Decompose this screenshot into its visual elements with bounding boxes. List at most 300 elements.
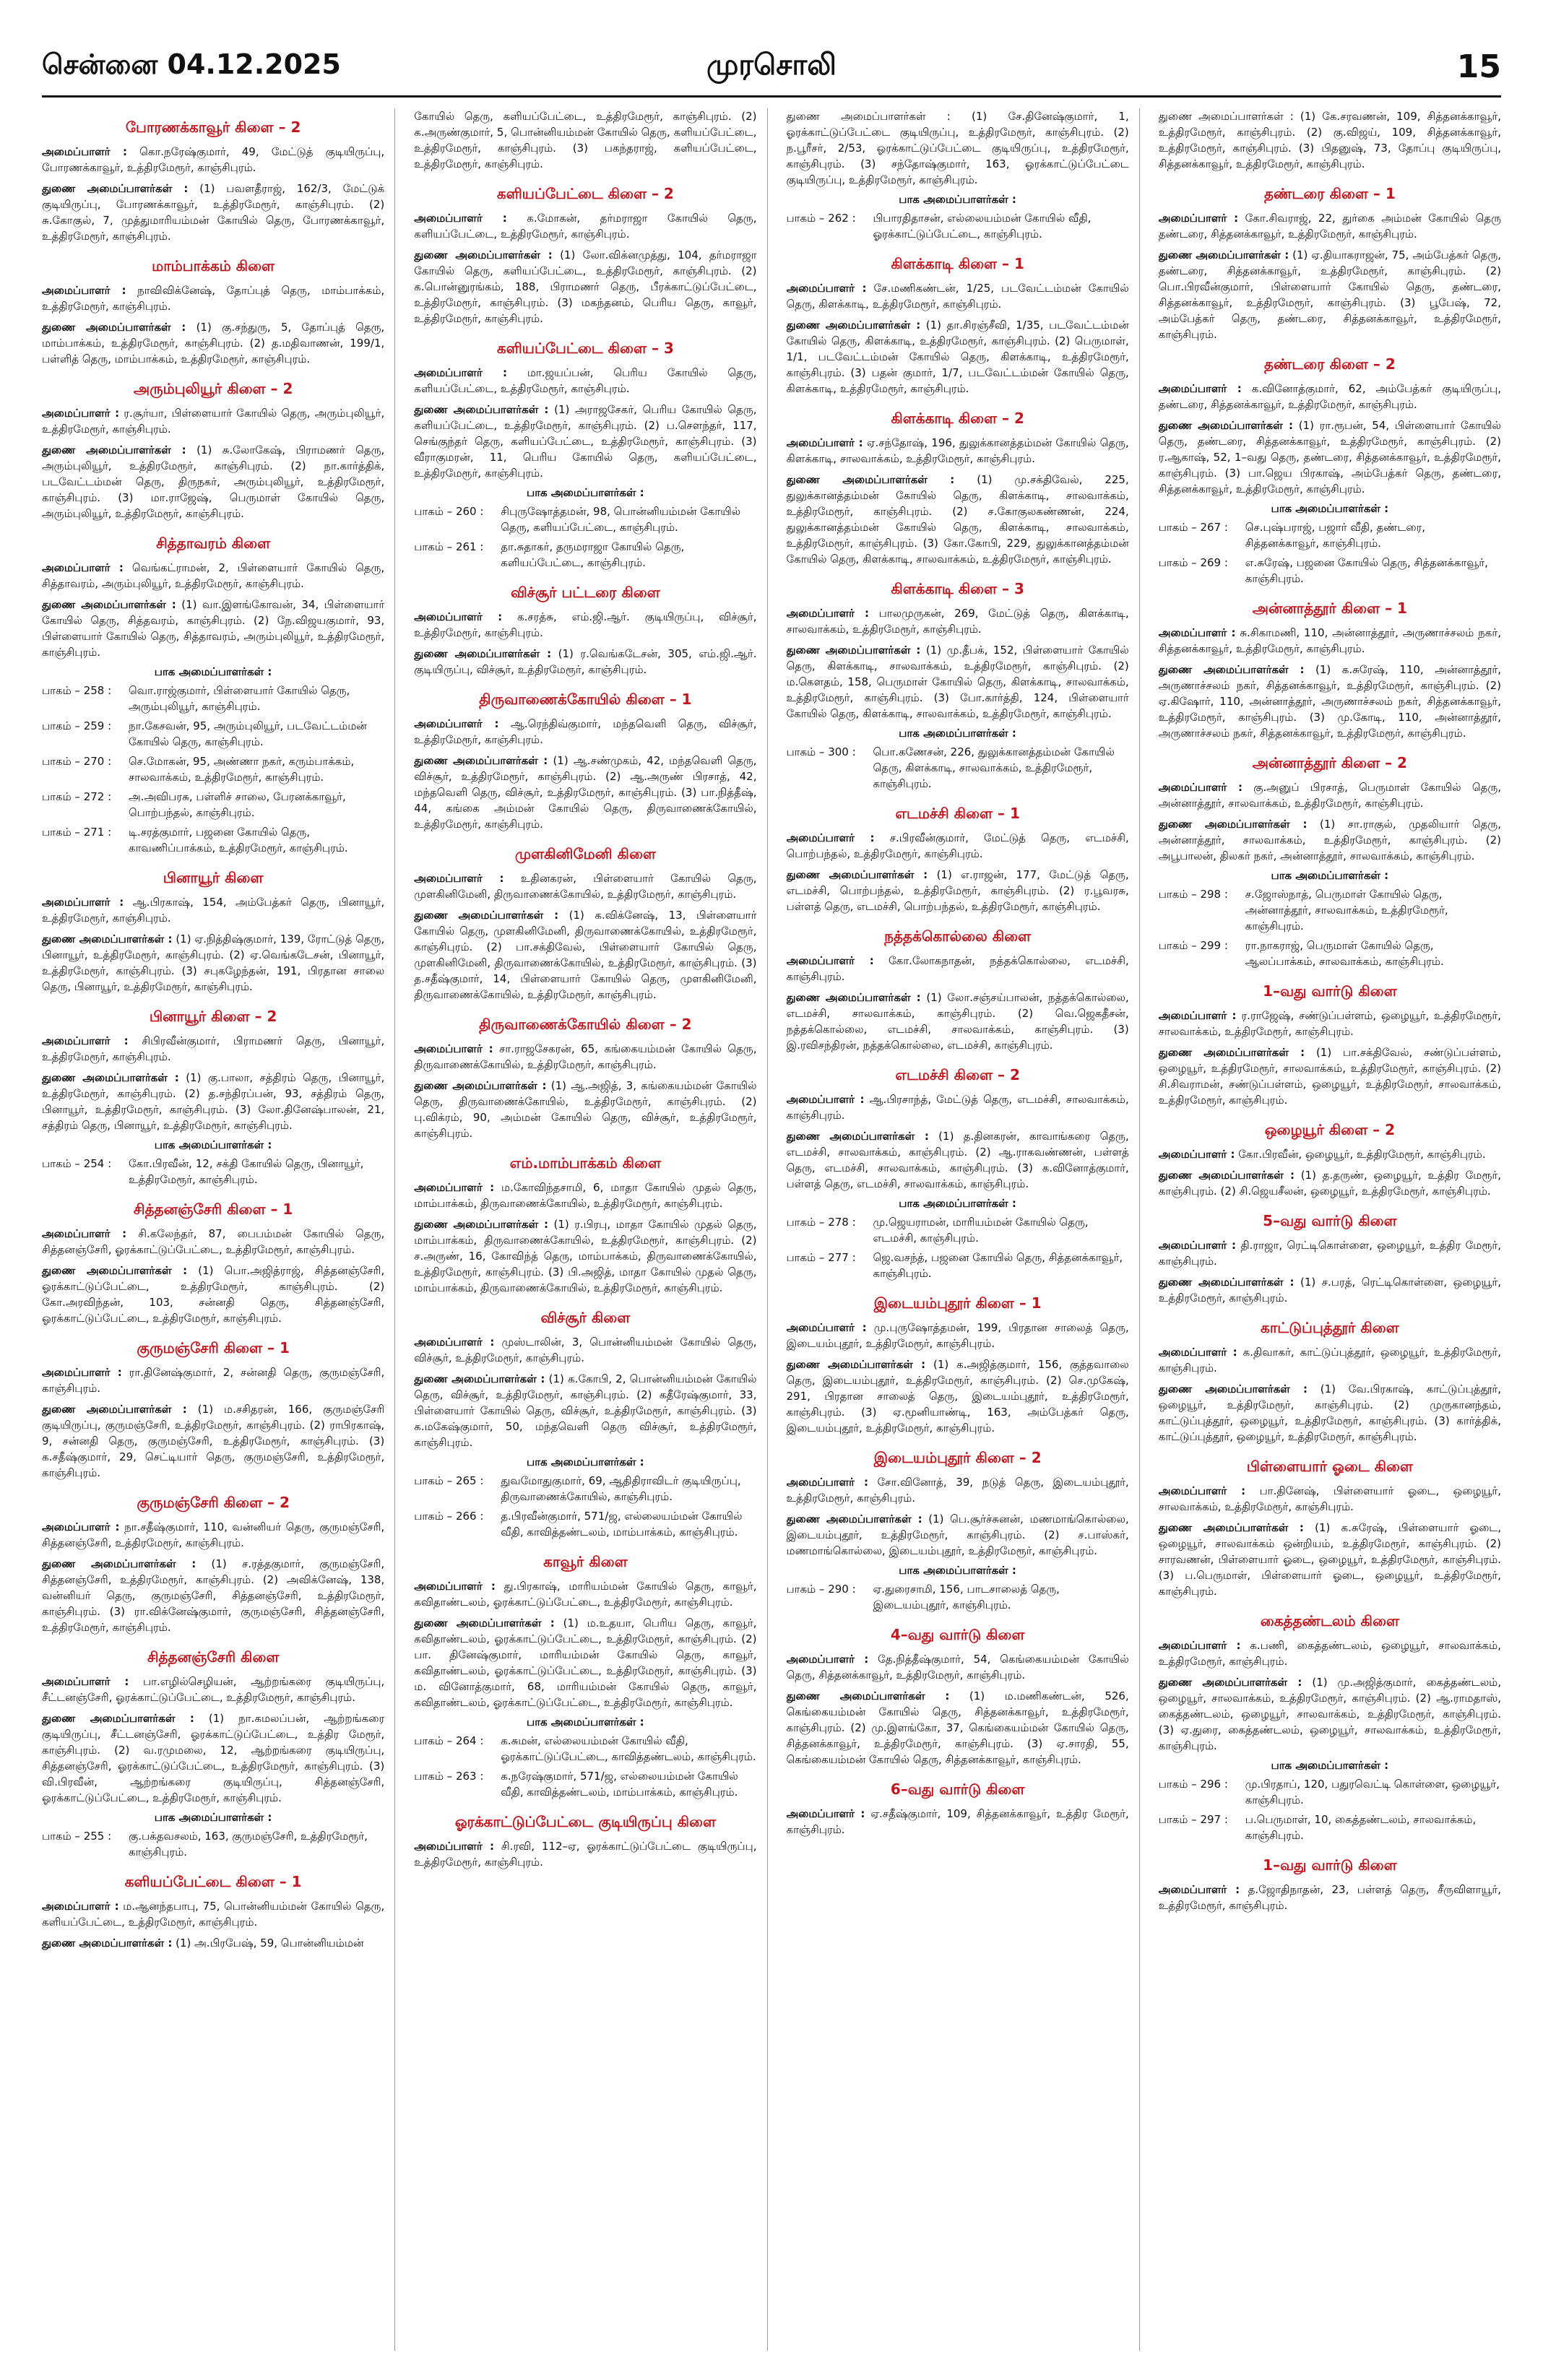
deputy-text: (1) எ.ராஜன், 177, மேட்டுத் தெரு, எடமச்சி, பொற்பந்தல், உத்திரமேரூர், காஞ்சிபுரம். (2) ர.பூவரசு, பள்ளத் தெரு, எடமச்சி, பொற்பந்தல், உத்திரமேரூர், காஞ்சிபுரம்.	[786, 868, 1129, 913]
organizer-label: அமைப்பாளர் :	[42, 284, 126, 297]
organizer-text: ம.கோவிந்தசாமி, 6, மாதா கோயில் முதல் தெரு, மாம்பாக்கம், திருவாணைக்கோயில், உத்திரமேரூர், காஞ்சிபுரம்.	[414, 1181, 757, 1210]
organizer-label: அமைப்பாளர் :	[414, 1042, 493, 1055]
branch-section	[787, 805, 1129, 914]
organizer-entry	[414, 1334, 756, 1366]
deputy-entry	[1159, 1381, 1501, 1445]
booth-entry	[414, 503, 756, 535]
organizer-text: கொ.நரேஷ்குமார், 49, மேட்டுத் குடியிருப்பு, போரணக்காவூர், உத்திரமேரூர், காஞ்சிபுரம்.	[42, 145, 385, 174]
booth-organizers-heading: பாக அமைப்பாளர்கள் :	[154, 665, 272, 678]
organizer-label: அமைப்பாளர் :	[42, 561, 124, 574]
organizer-text: ஏ.சந்தோஷ், 196, துலுக்கானத்தம்மன் கோயில் தெரு, கிளக்காடி, சாலவாக்கம், உத்திரமேரூர், காஞ்சிபுரம்.	[786, 436, 1129, 465]
deputy-label: துணை அமைப்பாளர்கள் :	[786, 868, 928, 881]
organizer-entry	[787, 953, 1129, 985]
booth-number: பாகம் – 258 :	[42, 684, 112, 697]
deputy-entry	[414, 753, 756, 832]
deputy-entry	[42, 1935, 384, 1951]
deputy-text: (1) த.தருண், ஒழையூர், உத்திர மேரூர், காஞ்சிபுரம். (2) சி.ஜெயசீலன், ஒழையூர், உத்திரமேரூர், காஞ்சிபுரம்.	[1158, 1169, 1501, 1198]
booth-entry	[787, 210, 1129, 242]
organizer-entry	[42, 144, 384, 176]
branch-title: அரும்புலியூர் கிளை – 2	[133, 380, 293, 397]
deputy-label: துணை அமைப்பாளர்கள் :	[414, 1617, 555, 1630]
booth-entry	[1159, 938, 1501, 969]
organizer-label: அமைப்பாளர் :	[414, 1580, 496, 1593]
deputy-label: துணை அமைப்பாளர்கள் :	[786, 1358, 926, 1371]
booth-text: செ.புஷ்பராஜ், பஜார் வீதி, தண்டரை, சித்தனக்காவூர், காஞ்சிபுரம்.	[1245, 521, 1426, 550]
deputy-label: துணை அமைப்பாளர்கள் :	[1158, 663, 1305, 676]
branch-title: ஒழையூர் கிளை – 2	[1264, 1121, 1395, 1138]
deputy-label: துணை அமைப்பாளர்கள் :	[414, 403, 549, 416]
organizer-text: சிபிரவீன்குமார், பிராமணர் தெரு, பினாயூர், உத்திரமேரூர், காஞ்சிபுரம்.	[42, 1034, 385, 1063]
deputy-entry	[414, 1371, 756, 1450]
booth-number: பாகம் – 263 :	[414, 1770, 484, 1783]
booth-number: பாகம் – 296 :	[1158, 1778, 1228, 1791]
booth-entry	[1159, 555, 1501, 587]
branch-title: குருமஞ்சேரி கிளை – 1	[137, 1339, 290, 1356]
organizer-text: நாவிவிக்னேஷ், தோப்புத் தெரு, மாம்பாக்கம், உத்திரமேரூர், காஞ்சிபுரம்.	[42, 284, 385, 313]
organizer-entry	[1159, 1483, 1501, 1515]
deputy-entry	[1159, 662, 1501, 741]
organizer-entry	[1159, 779, 1501, 811]
branch-title: சித்தனஞ்சேரி கிளை – 1	[133, 1200, 293, 1218]
branch-section	[1159, 1612, 1501, 1843]
organizer-text: ர.சூர்யா, பிள்ளையார் கோயில் தெரு, அரும்புலியூர், உத்திரமேரூர், காஞ்சிபுரம்.	[42, 407, 385, 436]
branch-title: 5–வது வார்டு கிளை	[1263, 1212, 1397, 1229]
booth-text: க.நரேஷ்குமார், 571/ஜ, எல்லையம்மன் கோயில் வீதி, காவித்தண்டலம், மாம்பாக்கம், காஞ்சிபுரம்.	[501, 1770, 738, 1799]
deputy-text: (1) லோ.விக்னமுத்து, 104, தர்மராஜா கோயில் தெரு, களியப்பேட்டை, உத்திரமேரூர், காஞ்சிபுரம். (2) க.பொன்னுரங்கம், 188, பிராமணர் தெரு, பீரக்காட்டுப்பேட்டை, உத்திரமேரூர், காஞ்சிபுரம். (3) மகந்தனம், பெரிய தெரு, காவூர், உத்திரமேரூர், காஞ்சிபுரம்.	[414, 248, 757, 325]
branch-title: 1–வது வார்டு கிளை	[1263, 982, 1397, 1000]
deputy-entry	[42, 1263, 384, 1326]
column-4	[1159, 108, 1501, 2351]
deputy-entry	[414, 646, 756, 678]
branch-section	[414, 1553, 756, 1800]
organizer-entry	[787, 1320, 1129, 1351]
deputy-text: (1) வா.இளங்கோவன், 34, பிள்ளையார் கோயில் தெரு, சித்தவரம், காஞ்சிபுரம். (2) நே.விஜயகுமார், 93, பிள்ளையார் கோயில் தெரு, சித்தாவரம், அரும்புலியூர், உத்திரமேரூர், காஞ்சிபுரம்.	[42, 598, 385, 659]
deputy-text: (1) த.தினகரன், காவாங்கரை தெரு, எடமச்சி, சாலவாக்கம், காஞ்சிபுரம். (2) ஆ.ராகவண்ணன், பள்ளத் தெரு, எடமச்சி, சாலவாக்கம், காஞ்சிபுரம். (3) க.வினோத்குமார், பள்ளத் தெரு, எடமச்சி, சாலவாக்கம், காஞ்சிபுரம்.	[786, 1130, 1129, 1190]
deputy-entry	[1159, 1274, 1501, 1306]
organizer-entry	[787, 435, 1129, 467]
organizer-label: அமைப்பாளர் :	[42, 1900, 119, 1913]
masthead-date: சென்னை 04.12.2025	[42, 48, 341, 80]
booth-entry	[1159, 1776, 1501, 1808]
organizer-text: த.ஜோதிநாதன், 23, பள்ளத் தெரு, சீருவிளாயூர், உத்திரமேரூர், காஞ்சிபுரம்.	[1158, 1883, 1501, 1912]
organizer-entry	[787, 1474, 1129, 1506]
branch-section	[42, 1008, 384, 1187]
organizer-label: அமைப்பாளர் :	[42, 145, 128, 158]
deputy-text: (1) கு.பாலா, சத்திரம் தெரு, பினாயூர், உத்திரமேரூர், காஞ்சிபுரம். (2) த.சந்திரப்பன், 93, சத்திரம் தெரு, பினாயூர், உத்திரமேரூர், காஞ்சிபுரம். (3) லோ.தினேஷ்பாலன், 21, சத்திரம் தெரு, பினாயூர், உத்திரமேரூர், காஞ்சிபுரம்.	[42, 1071, 385, 1132]
branch-title: பினாயூர் கிளை – 2	[149, 1008, 277, 1025]
deputy-entry	[42, 442, 384, 522]
branch-section	[42, 118, 384, 244]
deputy-entry	[42, 1401, 384, 1481]
organizer-label: அமைப்பாளர் :	[1158, 626, 1236, 639]
booth-organizers-heading: பாக அமைப்பாளர்கள் :	[154, 1811, 272, 1824]
organizer-entry	[414, 1180, 756, 1211]
booth-organizers-heading: பாக அமைப்பாளர்கள் :	[527, 486, 644, 499]
booth-text: கோ.பிரவீன், 12, சக்தி கோயில் தெரு, பினாயூர், உத்திரமேரூர், காஞ்சிபுரம்.	[129, 1157, 364, 1186]
booth-text: டி.சரத்குமார், பஜனை கோயில் தெரு, காவணிப்பாக்கம், உத்திரமேரூர், காஞ்சிபுரம்.	[129, 826, 348, 854]
deputy-label: துணை அமைப்பாளர்கள் :	[42, 1712, 194, 1725]
deputy-entry	[414, 402, 756, 481]
organizer-label: அமைப்பாளர் :	[1158, 382, 1242, 395]
deputy-text: (1) ஆ.அஜித், 3, கங்கையம்மன் கோயில் தெரு, திருவாணைக்கோயில், உத்திரமேரூர், காஞ்சிபுரம். (2) பு.விக்ரம், 90, அம்மன் கோயில் தெரு, விச்சூர், உத்திரமேரூர், காஞ்சிபுரம்.	[414, 1079, 757, 1140]
booth-text: நா.கேசவன், 95, அரும்புலியூர், படவேட்டம்மன் கோயில் தெரு, காஞ்சிபுரம்.	[129, 719, 367, 748]
booth-text: அ.அவிபரசு, பள்ளிச் சாலை, பேரனக்காவூர், பொற்பந்தல், காஞ்சிபுரம்.	[129, 790, 346, 819]
booth-text: த.பிரவீன்குமார், 571/ஜ, எல்லையம்மன் கோயில் வீதி, காவித்தண்டலம், மாம்பாக்கம், காஞ்சிபுரம்.	[501, 1510, 743, 1539]
booth-text: க.சுமன், எல்லையம்மன் கோயில் வீதி, ஓரக்காட்டுப்பேட்டை, காவித்தண்டலம், காஞ்சிபுரம்.	[501, 1734, 756, 1763]
masthead	[42, 45, 1501, 88]
booth-entry	[414, 1733, 756, 1765]
organizer-label: அமைப்பாளர் :	[42, 1520, 120, 1533]
booth-number: பாகம் – 265 :	[414, 1474, 484, 1487]
deputy-text: (1) பவளதீராஜ், 162/3, மேட்டுக் குடியிருப்பு, போரணக்காவூர், உத்திரமேரூர், காஞ்சிபுரம். (2) சு.கோகுல், 7, முத்துமாரியம்மன் கோயில் தெரு, போரணக்காவூர், உத்திரமேரூர், காஞ்சிபுரம்.	[42, 182, 385, 243]
organizer-text: ர.ராஜேஷ், சண்டுப்பள்ளம், ஒழையூர், உத்திரமேரூர், சாலவாக்கம், உத்திரமேரூர், காஞ்சிபுரம்.	[1158, 1009, 1501, 1038]
booth-text: மு.ஜெயராமன், மாரியம்மன் கோயில் தெரு, எடமச்சி, காஞ்சிபுரம்.	[873, 1216, 1089, 1245]
deputy-entry	[1159, 1044, 1501, 1108]
deputy-entry	[787, 1356, 1129, 1436]
organizer-text: க.பணி, கைத்தண்டலம், ஒழையூர், சாலவாக்கம், உத்திரமேரூர், காஞ்சிபுரம்.	[1158, 1639, 1501, 1668]
branch-title: போரணக்காவூர் கிளை – 2	[125, 118, 301, 136]
deputy-text: (1) ம.மணிகண்டன், 526, கெங்கையம்மன் கோயில் தெரு, சித்தனக்காவூர், உத்திரமேரூர், காஞ்சிபுரம். (2) மு.இளங்கோ, 37, கெங்கையம்மன் கோயில் தெரு, சித்தனக்காவூர், உத்திரமேரூர், காஞ்சிபுரம். (3) ஏ.சாரதி, 55, கெங்கையம்மன் கோயில் தெரு, சித்தனக்காவூர், காஞ்சிபுரம்.	[786, 1689, 1129, 1766]
organizer-text: க.மோகன், தர்மராஜா கோயில் தெரு, களியப்பேட்டை, உத்திரமேரூர், காஞ்சிபுரம்.	[414, 212, 757, 241]
booth-number: பாகம் – 266 :	[414, 1510, 484, 1523]
deputy-entry	[42, 181, 384, 244]
deputy-label: துணை அமைப்பாளர்கள் :	[1158, 1382, 1308, 1395]
organizer-label: அமைப்பாளர் :	[1158, 1148, 1235, 1161]
organizer-entry	[414, 1041, 756, 1073]
booth-entry	[1159, 1812, 1501, 1843]
deputy-entry	[414, 1615, 756, 1710]
branch-section	[1159, 185, 1501, 342]
branch-title: குருமஞ்சேரி கிளை – 2	[137, 1494, 290, 1511]
booth-organizers-heading: பாக அமைப்பாளர்கள் :	[1271, 1759, 1389, 1772]
organizer-text: கோ.பிரவீன், ஒழையூர், உத்திரமேரூர், காஞ்சிபுரம்.	[1238, 1148, 1486, 1161]
organizer-text: ஆ.ரெந்திவ்குமார், மந்தவெளி தெரு, விச்சூர், உத்திரமேரூர், காஞ்சிபுரம்.	[414, 717, 757, 746]
deputy-label: துணை அமைப்பாளர்கள் :	[414, 909, 559, 922]
deputy-label: துணை அமைப்பாளர்கள் :	[42, 1937, 173, 1950]
organizer-label: அமைப்பாளர் :	[786, 436, 863, 449]
deputy-entry	[1159, 417, 1501, 497]
deputy-entry	[42, 319, 384, 367]
organizer-label: அமைப்பாளர் :	[786, 1093, 865, 1106]
branch-section	[1159, 754, 1501, 969]
branch-title: மாம்பாக்கம் கிளை	[152, 257, 275, 274]
organizer-text: ஏ.சதீஷ்குமார், 109, சித்தனக்காவூர், உத்திர மேரூர், காஞ்சிபுரம்.	[786, 1807, 1129, 1836]
branch-title: காவூர் கிளை	[543, 1553, 628, 1570]
organizer-text: சி.ரவி, 112–ஏ, ஓரக்காட்டுப்பேட்டை குடியிருப்பு, உத்திரமேரூர், காஞ்சிபுரம்.	[414, 1840, 757, 1869]
branch-section	[787, 1066, 1129, 1281]
booth-number: பாகம் – 260 :	[414, 505, 484, 518]
booth-number: பாகம் – 262 :	[786, 212, 856, 225]
organizer-label: அமைப்பாளர் :	[414, 872, 504, 885]
deputy-text: (1) அ.பிரபேஷ், 59, பொன்னியம்மன்	[176, 1937, 364, 1950]
column-2	[414, 108, 767, 2351]
deputy-entry	[1159, 816, 1501, 864]
deputy-label: துணை அமைப்பாளர்கள் :	[42, 1264, 188, 1277]
branch-section	[1159, 600, 1501, 741]
deputy-text: (1) ம.உதயா, பெரிய தெரு, காவூர், கவிதாண்டலம், ஓரக்காட்டுப்பேட்டை, உத்திரமேரூர், காஞ்சிபுரம். (2) பா. தினேஷ்குமார், மாரியம்மன் கோயில் தெரு, காவூர், கவிதாண்டலம், ஓரக்காட்டுப்பேட்டை, உத்திரமேரூர், காஞ்சிபுரம். (3) ம. வினோத்குமார், 68, மாரியம்மன் கோயில் தெரு, காவூர், கவிதாண்டலம், ஓரக்காட்டுப்பேட்டை, உத்திரமேரூர், காஞ்சிபுரம்.	[414, 1617, 757, 1709]
deputy-text: (1) கு.சந்துரு, 5, தோப்புத் தெரு, மாம்பாக்கம், உத்திரமேரூர், காஞ்சிபுரம். (2) த.மதிவாணன், 199/1, பள்ளித் தெரு, மாம்பாக்கம், உத்திரமேரூர், காஞ்சிபுரம்.	[42, 321, 385, 365]
booth-number: பாகம் – 300 :	[786, 745, 856, 758]
deputy-label: துணை அமைப்பாளர்கள் :	[1158, 1521, 1304, 1534]
branch-title: இடையம்புதூர் கிளை – 2	[873, 1449, 1042, 1466]
organizer-entry	[1159, 1237, 1501, 1269]
branch-section	[42, 1873, 384, 1951]
organizer-entry	[1159, 1882, 1501, 1913]
branch-title: திருவாணைக்கோயில் கிளை – 1	[479, 691, 692, 708]
branch-section	[787, 1780, 1129, 1838]
deputy-label: துணை அமைப்பாளர்கள் :	[1158, 818, 1308, 831]
branch-section	[414, 1154, 756, 1296]
deputy-entry	[414, 1216, 756, 1296]
booth-text: செ.மோகன், 95, அண்ணா நகர், கரும்பாக்கம், சாலவாக்கம், உத்திரமேரூர், காஞ்சிபுரம்.	[129, 755, 355, 784]
branch-section	[1159, 1458, 1501, 1599]
organizer-label: அமைப்பாளர் :	[786, 831, 875, 844]
booth-organizers-heading: பாக அமைப்பாளர்கள் :	[154, 1138, 272, 1151]
booth-number: பாகம் – 269 :	[1158, 556, 1228, 569]
organizer-text: வெங்கட்ராமன், 2, பிள்ளையார் கோயில் தெரு, சித்தாவரம், அரும்புலியூர், உத்திரமேரூர், காஞ்சிபுரம்.	[42, 561, 385, 590]
organizer-entry	[42, 1033, 384, 1065]
booth-text: மு.பிரதாப், 120, பதுரவெட்டி கொள்ளை, ஒழையூர், காஞ்சிபுரம்.	[1245, 1778, 1500, 1806]
organizer-entry	[1159, 1637, 1501, 1669]
deputy-label: துணை அமைப்பாளர்கள் :	[414, 1218, 549, 1231]
deputy-label: துணை அமைப்பாளர்கள் :	[786, 319, 921, 332]
deputy-entry	[1159, 247, 1501, 342]
booth-entry	[1159, 519, 1501, 551]
organizer-entry	[42, 1519, 384, 1551]
organizer-label: அமைப்பாளர் :	[42, 1675, 129, 1688]
booth-number: பாகம் – 270 :	[42, 755, 112, 768]
organizer-text: தே.நித்தீஷ்குமார், 54, கெங்கையம்மன் கோயில் தெரு, சித்தனக்காவூர், உத்திரமேரூர், காஞ்சிபுரம்.	[786, 1653, 1129, 1682]
booth-entry	[414, 539, 756, 571]
deputy-text: (1) க.அஜித்குமார், 156, குத்தவாலை தெரு, இடையம்புதூர், உத்திரமேரூர், காஞ்சிபுரம். (2) செ.முகேஷ், 291, பிரதான சாலைத் தெரு, இடையம்புதூர், உத்திரமேரூர், காஞ்சிபுரம். (3) ஏ.மூனியாண்டி, 163, அம்பேத்கர் தெரு, இடையம்புதூர், உத்திரமேரூர், காஞ்சிபுரம்.	[786, 1358, 1129, 1435]
branch-section	[414, 691, 756, 832]
organizer-entry	[42, 1364, 384, 1396]
organizer-label: அமைப்பாளர் :	[786, 282, 867, 295]
deputy-label: துணை அமைப்பாளர்கள் :	[1158, 1676, 1302, 1689]
booth-text: ஏ.துரைசாமி, 156, பாடசாலைத் தெரு, இடையம்புதூர், காஞ்சிபுரம்.	[873, 1583, 1060, 1611]
deputy-label: துணை அமைப்பாளர்கள் :	[414, 647, 552, 660]
branch-section	[414, 1016, 756, 1141]
organizer-label: அமைப்பாளர் :	[786, 607, 870, 620]
organizer-label: அமைப்பாளர் :	[1158, 1009, 1237, 1022]
booth-number: பாகம் – 259 :	[42, 719, 112, 732]
booth-number: பாகம் – 272 :	[42, 790, 112, 803]
deputy-text: (1) சு.லோகேஷ், பிராமணர் தெரு, அரும்புலியூர், உத்திரமேரூர், காஞ்சிபுரம். (2) நா.கார்த்திக், படவேட்டம்மன் தெரு, திருநகர், அரும்புலியூர், உத்திரமேரூர், காஞ்சிபுரம். (3) மா.ராஜேஷ், பெருமாள் கோயில் தெரு, அரும்புலியூர், உத்திரமேரூர், காஞ்சிபுரம்.	[42, 443, 385, 520]
organizer-entry	[787, 1651, 1129, 1683]
booth-entry	[787, 744, 1129, 792]
branch-section	[787, 1626, 1129, 1767]
deputy-entry	[787, 1511, 1129, 1559]
branch-section	[414, 1813, 756, 1870]
booth-entry	[414, 1508, 756, 1540]
deputy-entry	[787, 317, 1129, 397]
deputy-text: (1) தா.சிரஞ்சீவி, 1/35, படவேட்டம்மன் கோயில் தெரு, கிளக்காடி, உத்திரமேரூர், காஞ்சிபுரம். (2) பெருமாள், 1/1, படவேட்டம்மன் கோயில் தெரு, கிளக்காடி, உத்திரமேரூர், காஞ்சிபுரம். (3) பதன் குமார், 1/7, படவேட்டம்மன் கோயில் தெரு, கிளக்காடி, உத்திரமேரூர், காஞ்சிபுரம்.	[786, 319, 1129, 395]
branch-section	[42, 1648, 384, 1860]
organizer-entry	[787, 1091, 1129, 1123]
booth-text: பொ.கணேசன், 226, துலுக்கானத்தம்மன் கோயில் தெரு, கிளக்காடி, சாலவாக்கம், உத்திரமேரூர், காஞ்சிபுரம்.	[873, 745, 1115, 790]
branch-section	[1159, 1856, 1501, 1913]
deputy-label: துணை அமைப்பாளர்கள் :	[42, 443, 186, 456]
branch-title: தண்டரை கிளை – 2	[1263, 355, 1396, 373]
organizer-entry	[42, 894, 384, 926]
branch-section	[1159, 355, 1501, 587]
organizer-entry	[787, 605, 1129, 637]
organizer-entry	[1159, 1146, 1501, 1162]
organizer-label: அமைப்பாளர் :	[42, 1227, 127, 1240]
branch-title: 4–வது வார்டு கிளை	[890, 1626, 1025, 1643]
booth-entry	[42, 789, 384, 821]
deputy-label: துணை அமைப்பாளர்கள் :	[42, 932, 173, 945]
deputy-entry	[1159, 1674, 1501, 1754]
organizer-label: அமைப்பாளர் :	[786, 954, 874, 967]
deputy-label: துணை அமைப்பாளர்கள் :	[42, 182, 189, 195]
branch-title: எம்.மாம்பாக்கம் கிளை	[509, 1154, 662, 1172]
branch-section	[42, 1339, 384, 1481]
branch-section	[1159, 982, 1501, 1108]
deputy-text: (1) அராஜசேகர், பெரிய கோயில் தெரு, களியப்பேட்டை, உத்திரமேரூர், காஞ்சிபுரம். (2) ப.சௌந்தர், 117, செங்குந்தர் தெரு, களியப்பேட்டை, உத்திரமேரூர், காஞ்சிபுரம். (3) வீராகுமரன், 11, பெரிய கோயில் தெரு, களியப்பேட்டை, உத்திரமேரூர், காஞ்சிபுரம்.	[414, 403, 757, 480]
organizer-label: அமைப்பாளர் :	[1158, 1484, 1246, 1497]
organizer-text: சே.மணிகண்டன், 1/25, படவேட்டம்மன் கோயில் தெரு, கிளக்காடி, உத்திரமேரூர், காஞ்சிபுரம்.	[786, 282, 1129, 311]
organizer-entry	[42, 282, 384, 314]
deputy-label: துணை அமைப்பாளர்கள் :	[1158, 1169, 1295, 1182]
deputy-entry	[42, 1710, 384, 1806]
branch-section	[787, 927, 1129, 1053]
booth-number: பாகம் – 255 :	[42, 1830, 112, 1843]
booth-text: தா.சுதாகர், தருமராஜா கோயில் தெரு, களியப்பேட்டை, காஞ்சிபுரம்.	[501, 540, 685, 569]
branch-title: திருவாணைக்கோயில் கிளை – 2	[479, 1016, 692, 1033]
branch-section	[414, 845, 756, 1003]
booth-text: ரா.நாகராஜ், பெருமாள் கோயில் தெரு, ஆலப்பாக்கம், சாலவாக்கம், காஞ்சிபுரம்.	[1245, 939, 1444, 968]
booth-organizers-heading: பாக அமைப்பாளர்கள் :	[899, 193, 1016, 206]
branch-title: பிள்ளையார் ஓடை கிளை	[1246, 1458, 1413, 1475]
organizer-label: அமைப்பாளர் :	[786, 1807, 865, 1820]
branch-title: விச்சூர் பட்டரை கிளை	[511, 584, 660, 601]
booth-organizers-heading: பாக அமைப்பாளர்கள் :	[527, 1715, 644, 1728]
booth-number: பாகம் – 298 :	[1158, 888, 1228, 901]
branch-title: 1–வது வார்டு கிளை	[1263, 1856, 1397, 1874]
deputy-text: (1) சா.ராகுல், முதலியார் தெரு, அன்னாத்தூர், சாலவாக்கம், உத்திரமேரூர், காஞ்சிபுரம். (2) அபூபாலன், திலகர் நகர், அன்னாத்தூர், சாலவாக்கம், காஞ்சிபுரம்.	[1158, 818, 1501, 862]
deputy-text: (1) நா.கமலப்பன், ஆற்றங்கரை குடியிருப்பு, சீட்டனஞ்சேரி, ஓரக்காட்டுப்பேட்டை, உத்திர மேரூர், காஞ்சிபுரம். (2) வ.ரமுமலை, 12, ஆற்றங்கரை குடியிருப்பு, சித்தனஞ்சேரி, ஓரக்காட்டுப்பேட்டை, உத்திரமேரூர், காஞ்சிபுரம். (3) வி.பிரவீன், ஆற்றங்கரை குடியிருப்பு, சித்தனஞ்சேரி, ஓரக்காட்டுப்பேட்டை, உத்திரமேரூர், காஞ்சிபுரம்.	[42, 1712, 385, 1804]
booth-text: எ.சுரேஷ், பஜனை கோயில் தெரு, சித்தனக்காவூர், காஞ்சிபுரம்.	[1245, 556, 1488, 585]
branch-title: கிளக்காடி கிளை – 2	[891, 410, 1024, 427]
organizer-label: அமைப்பாளர் :	[786, 1321, 867, 1334]
booth-organizers-heading: பாக அமைப்பாளர்கள் :	[1271, 502, 1389, 515]
booth-number: பாகம் – 271 :	[42, 826, 112, 839]
organizer-label: அமைப்பாளர் :	[414, 212, 507, 225]
branch-section	[1159, 1212, 1501, 1306]
continued-text: கோயில் தெரு, களியப்பேட்டை, உத்திரமேரூர், காஞ்சிபுரம். (2) க.அருண்குமார், 5, பொன்னியம்மன் கோயில் தெரு, களியப்பேட்டை, உத்திரமேரூர், காஞ்சிபுரம். (3) பகந்தராஜ், களியப்பேட்டை, உத்திரமேரூர், காஞ்சிபுரம்.	[414, 110, 757, 170]
deputy-entry	[42, 1070, 384, 1133]
deputy-text: (1) ஏ.நித்திஷ்குமார், 139, ரோட்டுத் தெரு, பினாயூர், உத்திரமேரூர், காஞ்சிபுரம். (2) ஏ.வெங்கடேசன், பினாயூர், உத்திரமேரூர், காஞ்சிபுரம். (3) சபுகழேந்தன், 191, பிரதான சாலை தெரு, பினாயூர், உத்திரமேரூர், காஞ்சிபுரம்.	[42, 932, 385, 993]
organizer-label: அமைப்பாளர் :	[414, 1336, 495, 1349]
branch-title: கிளக்காடி கிளை – 1	[891, 255, 1024, 272]
organizer-label: அமைப்பாளர் :	[414, 1181, 495, 1194]
organizer-entry	[414, 609, 756, 641]
deputy-entry	[1159, 1167, 1501, 1199]
organizer-text: ஆ.பிரகாஷ், 154, அம்பேத்கர் தெரு, பினாயூர், உத்திரமேரூர், காஞ்சிபுரம்.	[42, 896, 385, 925]
deputy-text: (1) பெ.சூர்ச்சுனன், மணமாங்கொல்லை, இடையம்புதூர், உத்திரமேரூர், காஞ்சிபுரம். (2) ச.பாஸ்கர், மணமாங்கொல்லை, இடையம்புதூர், உத்திரமேரூர், காஞ்சிபுரம்.	[786, 1513, 1129, 1557]
branch-section	[787, 1449, 1129, 1613]
branch-section	[787, 1294, 1129, 1436]
branch-title: களியப்பேட்டை கிளை – 2	[496, 185, 674, 202]
booth-number: பாகம் – 278 :	[786, 1216, 856, 1229]
deputy-entry	[787, 642, 1129, 722]
organizer-entry	[414, 716, 756, 748]
organizer-label: அமைப்பாளர் :	[1158, 1883, 1240, 1896]
organizer-label: அமைப்பாளர் :	[42, 407, 120, 420]
organizer-entry	[1159, 625, 1501, 657]
deputy-text: (1) ஆ.சண்முகம், 42, மந்தவெளி தெரு, விச்சூர், உத்திரமேரூர், காஞ்சிபுரம். (2) ஆ.அருண் பிரசாத், 42, மந்தவெளி தெரு, விச்சூர், உத்திரமேரூர், காஞ்சிபுரம். (3) பா.நித்தீஷ், 44, கங்கை அம்மன் கோயில் தெரு, திருவாணைக்கோயில், உத்திரமேரூர், காஞ்சிபுரம்.	[414, 754, 757, 831]
continued-text: துணை அமைப்பாளர்கள் : (1) சே.தினேஷ்குமார், 1, ஓரக்காட்டுப்பேட்டை குடியிருப்பு, உத்திரமேரூர், காஞ்சிபுரம். (2) ந.பூரீசர், 2/53, ஓரக்காட்டுப்பேட்டை குடியிருப்பு, உத்திரமேரூர், காஞ்சிபுரம். (3) சந்தோஷ்குமார், 163, ஓரக்காட்டுப்பேட்டை குடியிருப்பு, உத்திரமேரூர், காஞ்சிபுரம்.	[786, 110, 1129, 186]
deputy-label: துணை அமைப்பாளர்கள் :	[42, 1403, 187, 1416]
deputy-label: துணை அமைப்பாளர்கள் :	[786, 473, 955, 486]
deputy-label: துணை அமைப்பாளர்கள் :	[42, 321, 186, 334]
branch-section	[414, 108, 756, 172]
booth-entry	[414, 1768, 756, 1800]
deputy-text: (1) வே.பிரகாஷ், காட்டுப்புத்தூர், ஒழையூர், உத்திரமேரூர், காஞ்சிபுரம். (2) முருகானந்தம், காட்டுப்புத்தூர், ஒழையூர், உத்திரமேரூர், காஞ்சிபுரம். (3) கார்த்திக், காட்டுப்புத்தூர், ஒழையூர், உத்திரமேரூர், காஞ்சிபுரம்.	[1158, 1382, 1501, 1443]
deputy-label: துணை அமைப்பாளர்கள் :	[786, 1130, 929, 1143]
organizer-label: அமைப்பாளர் :	[414, 610, 503, 623]
booth-entry	[42, 1828, 384, 1860]
deputy-label: துணை அமைப்பாளர்கள் :	[786, 991, 921, 1004]
organizer-text: ச.பிரவீன்குமார், மேட்டுத் தெரு, எடமச்சி, பொற்பந்தல், உத்திரமேரூர், காஞ்சிபுரம்.	[786, 831, 1129, 860]
booth-number: பாகம் – 290 :	[786, 1583, 856, 1596]
organizer-entry	[787, 280, 1129, 312]
deputy-text: (1) க.சுரேஷ், பிள்ளையார் ஓடை, ஒழையூர், சாலவாக்கம் ஒன்றியம், உத்திரமேரூர், காஞ்சிபுரம். (2) சாரவணன், பிள்ளையார் ஓடை, ஒழையூர், உத்திரமேரூர், காஞ்சிபுரம். (3) ப.பெருமாள், பிள்ளையார் ஓடை, ஒழையூர், உத்திரமேரூர், காஞ்சிபுரம்.	[1158, 1521, 1501, 1598]
deputy-text: (1) க.விக்னேஷ், 13, பிள்ளையார் கோயில் தெரு, முளகினிமேனி, திருவாணைக்கோயில், உத்திரமேரூர், காஞ்சிபுரம். (2) பா.சக்திவேல், பிள்ளையார் கோயில் தெரு, முளகினிமேனி, திருவாணைக்கோயில், உத்திரமேரூர், காஞ்சிபுரம். (3) த.சதீஷ்குமார், 14, பிள்ளையார் கோயில் தெரு, முளகினிமேனி, திருவாணைக்கோயில், உத்திரமேரூர், காஞ்சிபுரம்.	[414, 909, 757, 1001]
organizer-text: ம.ஆனந்தபாபு, 75, பொன்னியம்மன் கோயில் தெரு, களியப்பேட்டை, உத்திரமேரூர், காஞ்சிபுரம்.	[42, 1900, 385, 1929]
deputy-entry	[1159, 1520, 1501, 1599]
organizer-text: சி.கலேந்தர், 87, பைபம்மன் கோயில் தெரு, சித்தனஞ்சேரி, ஓரக்காட்டுப்பேட்டை, உத்திரமேரூர், காஞ்சிபுரம்.	[42, 1227, 385, 1256]
masthead-title: முரசொலி	[706, 48, 837, 82]
branch-title: பினாயூர் கிளை	[163, 869, 264, 886]
deputy-label: துணை அமைப்பாளர்கள் :	[414, 754, 548, 767]
deputy-text: (1) லோ.சஞ்சய்பாலன், நத்தக்கொல்லை, எடமச்சி, சாலவாக்கம், காஞ்சிபுரம். (2) வெ.ஜெகதீசன், நத்தக்கொல்லை, எடமச்சி, சாலவாக்கம், காஞ்சிபுரம். (3) இ.ரவிசந்திரன், நத்தக்கொல்லை, எடமச்சி, காஞ்சிபுரம்.	[786, 991, 1129, 1052]
branch-title: களியப்பேட்டை கிளை – 1	[124, 1873, 302, 1890]
deputy-label: துணை அமைப்பாளர்கள் :	[42, 598, 176, 611]
organizer-text: சோ.வினோத், 39, நடுத் தெரு, இடையம்புதூர், உத்திரமேரூர், காஞ்சிபுரம்.	[786, 1476, 1129, 1505]
branch-title: தண்டரை கிளை – 1	[1263, 185, 1396, 202]
deputy-label: துணை அமைப்பாளர்கள் :	[42, 1557, 196, 1570]
organizer-label: அமைப்பாளர் :	[1158, 1346, 1237, 1359]
booth-entry	[42, 824, 384, 856]
organizer-entry	[42, 405, 384, 437]
branch-title: அன்னாத்தூர் கிளை – 1	[1252, 600, 1407, 617]
deputy-text: (1) மு.சக்திவேல், 225, துலுக்கானத்தம்மன் கோயில் தெரு, கிளக்காடி, சாலவாக்கம், உத்திரமேரூர், காஞ்சிபுரம். (2) ச.கோகுலகண்ணன், 224, துலுக்கானத்தம்மன் கோயில் தெரு, கிளக்காடி, சாலவாக்கம், உத்திரமேரூர், காஞ்சிபுரம். (3) கோ.கோபி, 229, துலுக்கானத்தம்மன் கோயில் தெரு, கிளக்காடி, சாலவாக்கம், உத்திரமேரூர், காஞ்சிபுரம்.	[786, 473, 1129, 566]
organizer-entry	[1159, 210, 1501, 242]
branch-title: சித்தனஞ்சேரி கிளை	[147, 1648, 280, 1666]
column-1	[42, 108, 395, 2351]
deputy-label: துணை அமைப்பாளர்கள் :	[414, 248, 553, 261]
deputy-text: (1) மு.அஜித்குமார், கைத்தண்டலம், ஒழையூர், சாலவாக்கம், உத்திரமேரூர், காஞ்சிபுரம். (2) ஆ.ராமதாஸ், கைத்தண்டலம், ஒழையூர், சாலவாக்கம், உத்திரமேரூர், காஞ்சிபுரம். (3) ஏ.துரை, கைத்தண்டலம், ஒழையூர், சாலவாக்கம், உத்திரமேரூர், காஞ்சிபுரம்.	[1158, 1676, 1501, 1752]
organizer-entry	[1159, 1344, 1501, 1376]
organizer-text: கு.அனுப் பிரசாத், பெருமாள் கோயில் தெரு, அன்னாத்தூர், சாலவாக்கம், உத்திரமேரூர், காஞ்சிபுரம்.	[1158, 781, 1501, 810]
branch-title: அன்னாத்தூர் கிளை – 2	[1252, 754, 1407, 771]
branch-title: களியப்பேட்டை கிளை – 3	[496, 339, 674, 357]
branch-title: இடையம்புதூர் கிளை – 1	[873, 1294, 1042, 1312]
booth-text: சிபுருஷோத்தமன், 98, பொன்னியம்மன் கோயில் தெரு, களியப்பேட்டை, காஞ்சிபுரம்.	[501, 505, 741, 534]
continued-text: துணை அமைப்பாளர்கள் : (1) கே.சரவணன், 109, சித்தனக்காவூர், உத்திரமேரூர், காஞ்சிபுரம். (2) கு.விஜய், 109, சித்தனக்காவூர், உத்திரமேரூர், காஞ்சிபுரம். (3) பிதனுஷ், 73, தோப்பு குடியிருப்பு, சித்தனக்காவூர், உத்திரமேரூர், காஞ்சிபுரம்.	[1158, 110, 1501, 170]
branch-section	[1159, 1121, 1501, 1199]
deputy-entry	[414, 1078, 756, 1141]
branch-section	[787, 108, 1129, 242]
deputy-entry	[414, 247, 756, 326]
deputy-label: துணை அமைப்பாளர்கள் :	[1158, 248, 1289, 261]
deputy-text: (1) ஏ.தியாகராஜன், 75, அம்பேத்கர் தெரு, தண்டரை, சித்தனக்காவூர், உத்திரமேரூர், காஞ்சிபுரம். (2) பொ.பிரவீன்குமார், பிள்ளையார் கோயில் தெரு, தண்டரை, சித்தனக்காவூர், உத்திரமேரூர், காஞ்சிபுரம். (3) பூபேஷ், 72, அம்பேத்கர் தெரு, தண்டரை, சித்தனக்காவூர், உத்திரமேரூர், காஞ்சிபுரம்.	[1158, 248, 1501, 341]
organizer-entry	[787, 830, 1129, 862]
organizer-label: அமைப்பாளர் :	[414, 717, 499, 730]
branch-section	[42, 869, 384, 995]
